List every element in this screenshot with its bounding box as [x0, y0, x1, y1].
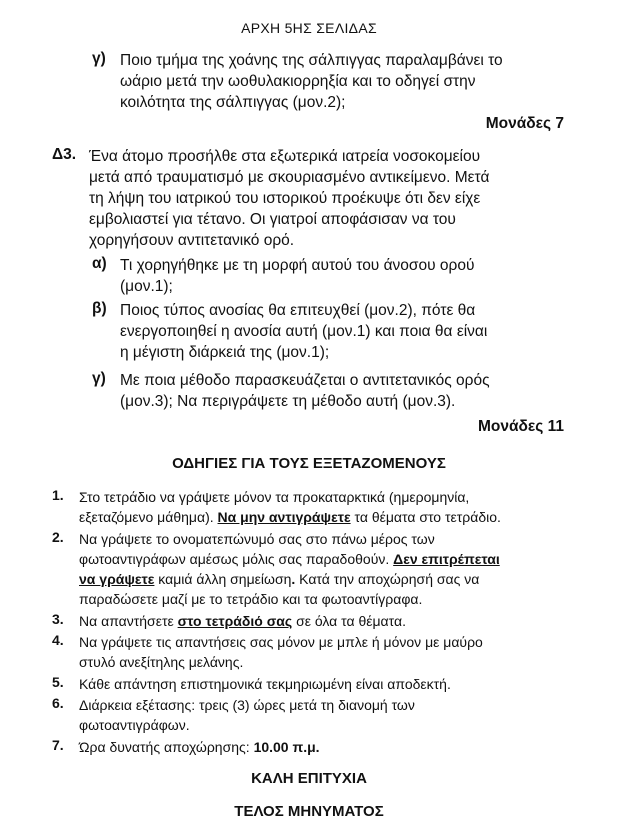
text-line: στυλό ανεξίτηλης μελάνης.	[79, 654, 244, 670]
text-line: παραδώσετε μαζί με το τετράδιο και τα φωτοαντίγραφα.	[79, 591, 423, 607]
question-number: Δ3.	[52, 146, 77, 163]
text-line: ενεργοποιηθεί η ανοσία αυτή (μον.1) και ποια θα είναι	[120, 323, 488, 340]
text-line: Τι χορηγήθηκε με τη μορφή αυτού του άνοσου ορού	[120, 257, 475, 274]
text-line: ωάριο μετά την ωοθυλακιορρηξία και το οδηγεί στην	[120, 73, 476, 90]
text-line: Διάρκεια εξέτασης: τρεις (3) ώρες μετά τη διανομή των	[79, 697, 415, 713]
text-line: Κάθε απάντηση επιστημονικά τεκμηριωμένη είναι αποδεκτή.	[79, 676, 451, 692]
text-line: η μέγιστη διάρκειά της (μον.1);	[120, 344, 330, 361]
emphasis-text: Δεν επιτρέπεται	[393, 551, 500, 567]
text-line: Ποιος τύπος ανοσίας θα επιτευχθεί (μον.2), πότε θα	[120, 302, 476, 319]
subquestion-label: α)	[92, 255, 107, 272]
subquestion-label: β)	[92, 300, 107, 317]
text-line: Να γράψετε το ονοματεπώνυμό σας στο πάνω μέρος των	[79, 531, 435, 547]
text-line: φωτοαντιγράφων.	[79, 717, 190, 733]
text-line: (μον.1);	[120, 278, 173, 295]
text-run: καμιά άλλη σημείωση	[154, 571, 292, 587]
instruction-item	[79, 611, 565, 631]
text-line: Ένα άτομο προσήλθε στα εξωτερικά ιατρεία νοσοκομείου	[89, 148, 481, 165]
text-line: Να γράψετε τις απαντήσεις σας μόνον με μπλε ή μόνον με μαύρο	[79, 634, 483, 650]
page-header: ΑΡΧΗ 5ΗΣ ΣΕΛΙΔΑΣ	[241, 20, 377, 36]
emphasis-text: Να μην αντιγράψετε	[217, 509, 351, 525]
text-line	[79, 737, 565, 757]
text-run: Να απαντήσετε	[79, 613, 178, 629]
text-line: εμβολιαστεί για τέτανο. Οι γιατροί αποφάσισαν να του	[89, 211, 456, 228]
list-number: 7.	[52, 737, 64, 753]
text-line	[79, 569, 565, 589]
subquestion-text	[120, 255, 565, 297]
marks-label: Μονάδες 11	[477, 418, 564, 435]
emphasis-text: να γράψετε	[79, 571, 155, 587]
text-run: .	[291, 571, 296, 587]
text-line: κοιλότητα της σάλπιγγας (μον.2);	[120, 94, 346, 111]
text-line: τη λήψη του ιατρικού του ιστορικού προέκυψε ότι δεν είχε	[89, 190, 481, 207]
list-number: 4.	[52, 632, 64, 648]
question-text	[89, 146, 565, 251]
instructions-title: ΟΔΗΓΙΕΣ ΓΙΑ ΤΟΥΣ ΕΞΕΤΑΖΟΜΕΝΟΥΣ	[172, 455, 446, 472]
list-number: 6.	[52, 695, 64, 711]
instruction-item	[79, 695, 565, 735]
list-number: 5.	[52, 674, 64, 690]
question-label: γ)	[92, 50, 106, 67]
text-run: σε όλα τα θέματα.	[292, 613, 406, 629]
good-luck-text: ΚΑΛΗ ΕΠΙΤΥΧΙΑ	[251, 770, 367, 787]
text-line: Με ποια μέθοδο παρασκευάζεται ο αντιτετανικός ορός	[120, 372, 490, 389]
instruction-item	[79, 487, 565, 527]
end-of-message-text: ΤΕΛΟΣ ΜΗΝΥΜΑΤΟΣ	[234, 803, 384, 820]
subquestion-label: γ)	[92, 370, 106, 387]
emphasis-text: στο τετράδιό σας	[177, 613, 293, 629]
text-run: Κατά την αποχώρησή σας να	[295, 571, 480, 587]
list-number: 3.	[52, 611, 64, 627]
text-line	[79, 611, 565, 631]
emphasis-text: 10.00 π.μ.	[253, 739, 320, 755]
text-run: εξεταζόμενο μάθημα).	[79, 509, 218, 525]
text-run: τα θέματα στο τετράδιο.	[350, 509, 501, 525]
text-line: μετά από τραυματισμό με σκουριασμένο αντικείμενο. Μετά	[89, 169, 490, 186]
text-line: Στο τετράδιο να γράψετε μόνον τα προκαταρκτικά (ημερομηνία,	[79, 489, 470, 505]
instruction-item	[79, 737, 565, 757]
marks-label: Μονάδες 7	[485, 115, 564, 132]
subquestion-text	[120, 370, 565, 412]
instruction-item	[79, 674, 565, 694]
instruction-item	[79, 529, 565, 609]
text-line: (μον.3); Να περιγράψετε τη μέθοδο αυτή (μον.3).	[120, 393, 456, 410]
list-number: 1.	[52, 487, 64, 503]
question-text	[120, 50, 564, 113]
subquestion-text	[120, 300, 565, 363]
text-run: φωτοαντιγράφων αμέσως μόλις σας παραδοθούν.	[79, 551, 394, 567]
text-run: Ώρα δυνατής αποχώρησης:	[79, 739, 254, 755]
text-line	[79, 507, 565, 527]
list-number: 2.	[52, 529, 64, 545]
text-line: χορηγήσουν αντιτετανικό ορό.	[89, 232, 295, 249]
text-line: Ποιο τμήμα της χοάνης της σάλπιγγας παραλαμβάνει το	[120, 52, 503, 69]
text-line	[79, 549, 565, 569]
instruction-item	[79, 632, 565, 672]
